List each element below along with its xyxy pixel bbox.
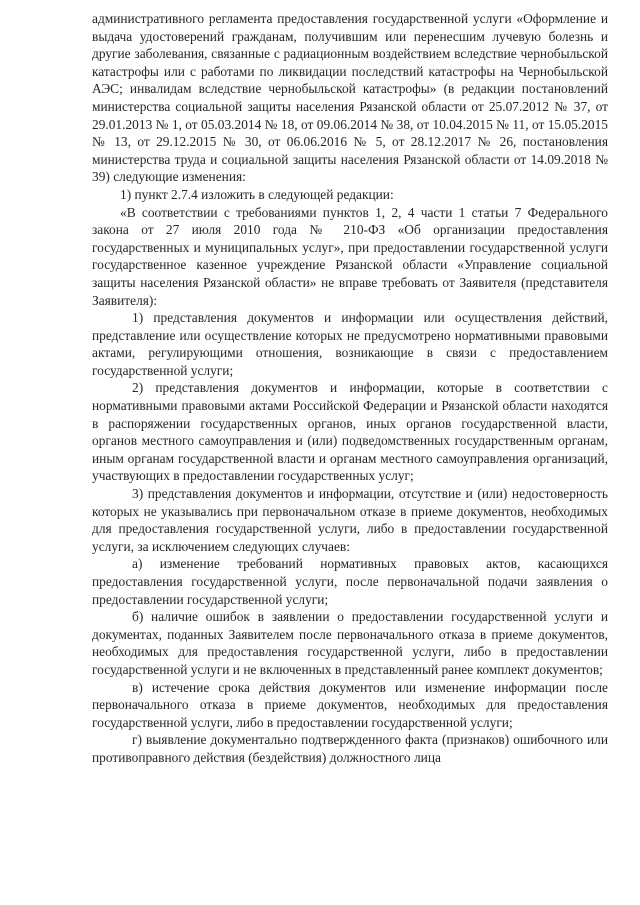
paragraph-intro: административного регламента предоставления государственной услуги «Оформление и выдача удостоверений гражданам, получившим или перенесшим лучевую болезнь и другие заболевания, связанные с радиационным воздействием вследствие чернобыльской катастрофы или с работами по ликвидации последствий катастрофы на Чернобыльской АЭС; инвалидам вследствие чернобыльской катастрофы» (в редакции постановлений министерства социальной защиты населения Рязанской области от 25.07.2012 № 37, от 29.01.2013 № 1, от 05.03.2014 № 18, от 09.06.2014 № 38, от 10.04.2015 № 11, от 15.05.2015 № 13, от 29.12.2015 № 30, от 06.06.2016 № 5, от 28.12.2017 № 26, постановления министерства труда и социальной защиты населения Рязанской области от 14.09.2018 № 39) следующие изменения:: [92, 11, 608, 185]
paragraph-sub-3c: в) истечение срока действия документов или изменение информации после первоначального отказа в приеме документов, необходимых для предоставления государственной услуги, либо в предоставлении государственной услуги;: [92, 679, 608, 730]
paragraph-sub-3: 3) представления документов и информации, отсутствие и (или) недостоверность которых не указывались при первоначальном отказе в приеме документов, необходимых для предоставления государственной услуги, либо в предоставлении государственной услуги, за исключением следующих случаев:: [92, 486, 608, 554]
paragraph-sub-1: 1) представления документов и информации или осуществления действий, представление или осуществление которых не предусмотрено нормативными правовыми актами, регулирующими отношения, возникающие в связи с предоставлением государственной услуги;: [92, 310, 608, 378]
paragraph-sub-3a: а) изменение требований нормативных правовых актов, касающихся предоставления государственной услуги, после первоначальной подачи заявления о предоставлении государственной услуги;: [92, 556, 608, 607]
paragraph-sub-3b: б) наличие ошибок в заявлении о предоставлении государственной услуги и документах, поданных Заявителем после первоначального отказа в приеме документов, необходимых для предоставления государственной услуги, либо в предоставлении государственной услуги и не включенных в представленный ранее комплект документов;: [92, 609, 608, 677]
paragraph-quote-start: «В соответствии с требованиями пунктов 1, 2, 4 части 1 статьи 7 Федерального закона от 27 июля 2010 года № 210-ФЗ «Об организации предоставления государственных и муниципальных услуг», при предоставлении государственной услуги государственное казенное учреждение Рязанской области «Управление социальной защиты населения Рязанской области» не вправе требовать от Заявителя (представителя Заявителя):: [92, 204, 608, 308]
paragraph-sub-3d: г) выявление документально подтвержденного факта (признаков) ошибочного или противоправного действия (бездействия) должностного лица: [92, 732, 608, 765]
paragraph-sub-2: 2) представления документов и информации, которые в соответствии с нормативными правовыми актами Российской Федерации и Рязанской области находятся в распоряжении государственных органов, иных органов государственной власти, органов местного самоуправления и (или) подведомственных государственным органам, иным органам государственной власти и органам местного самоуправления организаций, участвующих в предоставлении государственных услуг;: [92, 380, 608, 484]
document-body: [92, 10, 608, 767]
paragraph-item-1: 1) пункт 2.7.4 изложить в следующей редакции:: [120, 186, 394, 202]
